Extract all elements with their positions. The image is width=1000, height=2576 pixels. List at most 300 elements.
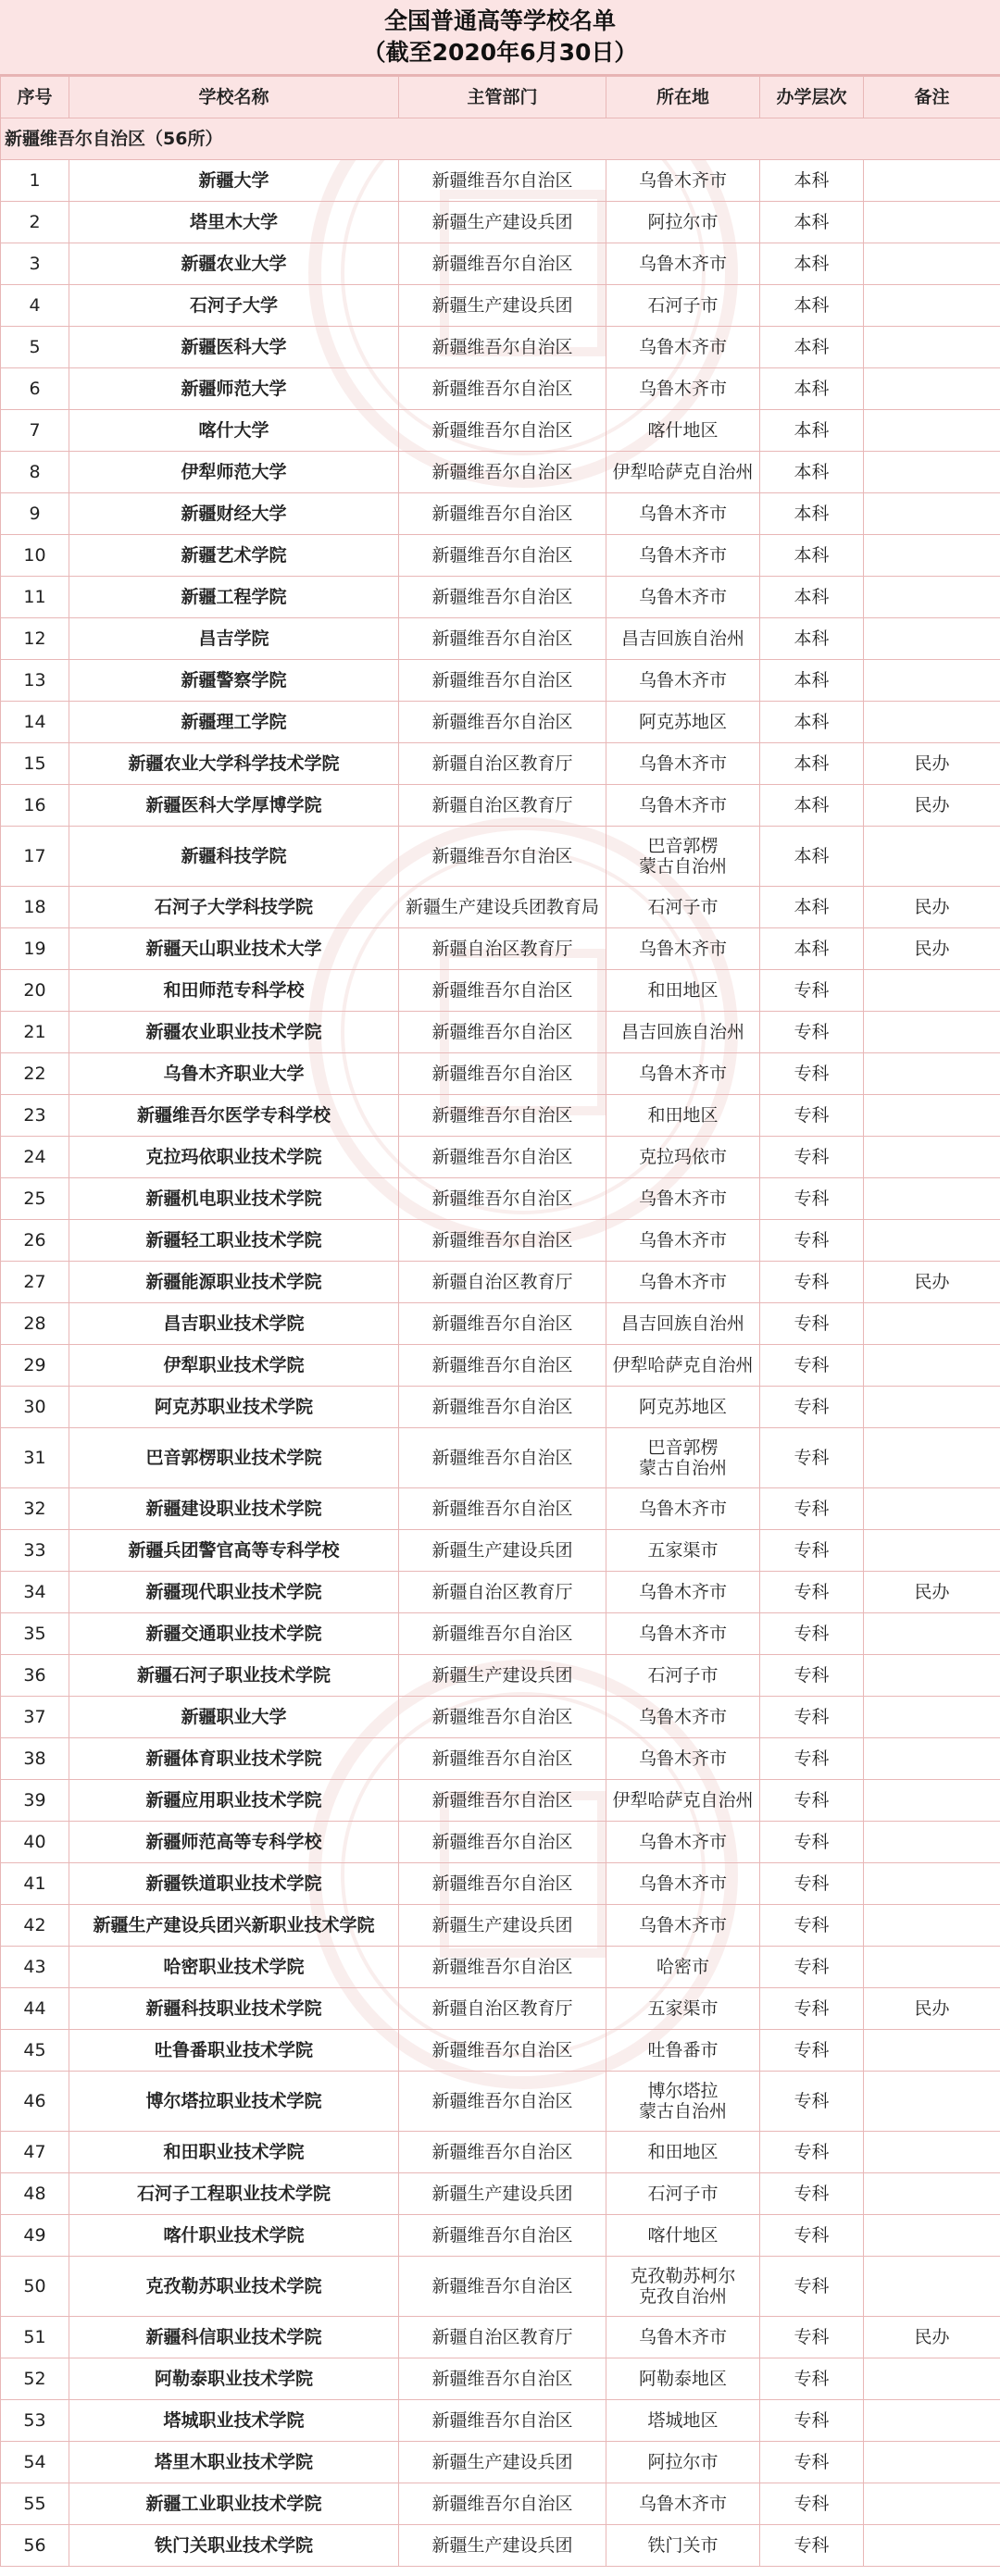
cell-no: 7: [1, 410, 69, 452]
cell-no: 54: [1, 2442, 69, 2483]
table-row: [1, 2257, 1000, 2317]
cell-note: [864, 1178, 1000, 1220]
cell-note: [864, 2400, 1000, 2442]
table-row: [1, 535, 1000, 577]
table-row: [1, 785, 1000, 827]
cell-level: 专科: [760, 2442, 864, 2483]
cell-department: 新疆维吾尔自治区: [399, 1345, 606, 1387]
cell-no: 13: [1, 660, 69, 702]
cell-location: 乌鲁木齐市: [606, 1822, 760, 1863]
title-main: 全国普通高等学校名单: [383, 7, 616, 34]
cell-school-name: 新疆维吾尔医学专科学校: [69, 1095, 399, 1137]
cell-note: [864, 2030, 1000, 2072]
cell-location: 伊犁哈萨克自治州: [606, 452, 760, 493]
cell-note: [864, 1655, 1000, 1697]
table-header-row: [1, 77, 1000, 118]
cell-no: 5: [1, 327, 69, 368]
cell-note: [864, 202, 1000, 243]
cell-note: [864, 702, 1000, 743]
cell-location: 昌吉回族自治州: [606, 1303, 760, 1345]
cell-location: 和田地区: [606, 970, 760, 1012]
cell-location: 阿拉尔市: [606, 202, 760, 243]
cell-department: 新疆维吾尔自治区: [399, 493, 606, 535]
cell-department: 新疆生产建设兵团: [399, 2442, 606, 2483]
cell-level: 专科: [760, 1697, 864, 1738]
cell-department: 新疆生产建设兵团: [399, 2173, 606, 2215]
table-row: [1, 1012, 1000, 1053]
cell-school-name: 新疆应用职业技术学院: [69, 1780, 399, 1822]
cell-no: 46: [1, 2072, 69, 2132]
table-row: [1, 577, 1000, 618]
cell-no: 1: [1, 160, 69, 202]
cell-location: 喀什地区: [606, 2215, 760, 2257]
cell-location: 乌鲁木齐市: [606, 535, 760, 577]
cell-note: [864, 493, 1000, 535]
cell-level: 专科: [760, 1178, 864, 1220]
table-row: [1, 493, 1000, 535]
schools-table: [0, 76, 1000, 2567]
cell-school-name: 新疆科技学院: [69, 827, 399, 887]
cell-level: 专科: [760, 1387, 864, 1428]
cell-department: 新疆维吾尔自治区: [399, 577, 606, 618]
cell-location: 石河子市: [606, 887, 760, 928]
cell-level: 专科: [760, 1428, 864, 1488]
cell-location: 乌鲁木齐市: [606, 577, 760, 618]
header-location: 所在地: [606, 77, 760, 118]
cell-no: 33: [1, 1530, 69, 1572]
cell-location: 乌鲁木齐市: [606, 1697, 760, 1738]
cell-no: 10: [1, 535, 69, 577]
cell-department: 新疆维吾尔自治区: [399, 618, 606, 660]
cell-school-name: 新疆农业职业技术学院: [69, 1012, 399, 1053]
cell-location: 克孜勒苏柯尔 克孜自治州: [606, 2257, 760, 2317]
cell-no: 20: [1, 970, 69, 1012]
table-row: [1, 452, 1000, 493]
cell-location: 乌鲁木齐市: [606, 1053, 760, 1095]
cell-location: 和田地区: [606, 1095, 760, 1137]
cell-note: 民办: [864, 2317, 1000, 2358]
cell-no: 48: [1, 2173, 69, 2215]
cell-department: 新疆自治区教育厅: [399, 785, 606, 827]
cell-department: 新疆维吾尔自治区: [399, 160, 606, 202]
cell-location: 乌鲁木齐市: [606, 160, 760, 202]
cell-no: 9: [1, 493, 69, 535]
cell-location: 阿勒泰地区: [606, 2358, 760, 2400]
cell-note: [864, 1095, 1000, 1137]
cell-no: 55: [1, 2483, 69, 2525]
cell-department: 新疆维吾尔自治区: [399, 970, 606, 1012]
cell-note: [864, 2442, 1000, 2483]
cell-level: 本科: [760, 410, 864, 452]
cell-no: 50: [1, 2257, 69, 2317]
cell-school-name: 新疆医科大学: [69, 327, 399, 368]
cell-no: 37: [1, 1697, 69, 1738]
cell-school-name: 塔里木大学: [69, 202, 399, 243]
cell-note: [864, 452, 1000, 493]
table-row: [1, 2317, 1000, 2358]
region-label: 新疆维吾尔自治区（56所）: [1, 118, 1000, 160]
cell-department: 新疆维吾尔自治区: [399, 2132, 606, 2173]
table-row: [1, 1988, 1000, 2030]
cell-level: 专科: [760, 970, 864, 1012]
cell-level: 本科: [760, 928, 864, 970]
cell-department: 新疆自治区教育厅: [399, 928, 606, 970]
cell-note: [864, 2257, 1000, 2317]
cell-note: [864, 2358, 1000, 2400]
cell-note: [864, 243, 1000, 285]
table-row: [1, 1822, 1000, 1863]
cell-level: 专科: [760, 1988, 864, 2030]
cell-no: 27: [1, 1262, 69, 1303]
table-row: [1, 2072, 1000, 2132]
cell-note: [864, 1387, 1000, 1428]
table-row: [1, 660, 1000, 702]
cell-no: 4: [1, 285, 69, 327]
cell-location: 伊犁哈萨克自治州: [606, 1780, 760, 1822]
cell-level: 专科: [760, 1095, 864, 1137]
cell-school-name: 新疆医科大学厚博学院: [69, 785, 399, 827]
header-department: 主管部门: [399, 77, 606, 118]
cell-location: 乌鲁木齐市: [606, 928, 760, 970]
cell-no: 23: [1, 1095, 69, 1137]
cell-level: 专科: [760, 2317, 864, 2358]
cell-note: [864, 160, 1000, 202]
cell-location: 阿克苏地区: [606, 702, 760, 743]
cell-school-name: 哈密职业技术学院: [69, 1947, 399, 1988]
cell-school-name: 新疆师范高等专科学校: [69, 1822, 399, 1863]
cell-school-name: 新疆农业大学: [69, 243, 399, 285]
cell-department: 新疆维吾尔自治区: [399, 1220, 606, 1262]
cell-level: 专科: [760, 2358, 864, 2400]
cell-location: 克拉玛依市: [606, 1137, 760, 1178]
cell-no: 28: [1, 1303, 69, 1345]
table-row: [1, 2358, 1000, 2400]
cell-note: 民办: [864, 1988, 1000, 2030]
cell-school-name: 新疆警察学院: [69, 660, 399, 702]
cell-department: 新疆生产建设兵团教育局: [399, 887, 606, 928]
header-school-name: 学校名称: [69, 77, 399, 118]
cell-note: [864, 1488, 1000, 1530]
cell-school-name: 新疆体育职业技术学院: [69, 1738, 399, 1780]
cell-school-name: 新疆机电职业技术学院: [69, 1178, 399, 1220]
cell-department: 新疆维吾尔自治区: [399, 1780, 606, 1822]
cell-school-name: 石河子大学: [69, 285, 399, 327]
cell-note: [864, 827, 1000, 887]
cell-location: 乌鲁木齐市: [606, 660, 760, 702]
cell-department: 新疆维吾尔自治区: [399, 1488, 606, 1530]
cell-school-name: 新疆轻工职业技术学院: [69, 1220, 399, 1262]
cell-school-name: 新疆兵团警官高等专科学校: [69, 1530, 399, 1572]
cell-no: 36: [1, 1655, 69, 1697]
table-row: [1, 887, 1000, 928]
cell-level: 专科: [760, 1822, 864, 1863]
cell-school-name: 新疆师范大学: [69, 368, 399, 410]
cell-school-name: 石河子大学科技学院: [69, 887, 399, 928]
cell-note: [864, 1697, 1000, 1738]
cell-department: 新疆生产建设兵团: [399, 285, 606, 327]
cell-department: 新疆维吾尔自治区: [399, 243, 606, 285]
cell-no: 3: [1, 243, 69, 285]
cell-school-name: 新疆大学: [69, 160, 399, 202]
cell-no: 47: [1, 2132, 69, 2173]
cell-location: 乌鲁木齐市: [606, 785, 760, 827]
cell-note: [864, 2132, 1000, 2173]
cell-department: 新疆自治区教育厅: [399, 743, 606, 785]
table-row: [1, 2030, 1000, 2072]
cell-school-name: 新疆科信职业技术学院: [69, 2317, 399, 2358]
cell-no: 30: [1, 1387, 69, 1428]
cell-school-name: 新疆建设职业技术学院: [69, 1488, 399, 1530]
cell-department: 新疆维吾尔自治区: [399, 1863, 606, 1905]
cell-no: 32: [1, 1488, 69, 1530]
cell-note: [864, 1137, 1000, 1178]
cell-school-name: 新疆天山职业技术大学: [69, 928, 399, 970]
cell-level: 专科: [760, 1220, 864, 1262]
cell-location: 哈密市: [606, 1947, 760, 1988]
cell-department: 新疆维吾尔自治区: [399, 368, 606, 410]
cell-school-name: 新疆职业大学: [69, 1697, 399, 1738]
cell-note: [864, 368, 1000, 410]
cell-school-name: 新疆工程学院: [69, 577, 399, 618]
cell-location: 和田地区: [606, 2132, 760, 2173]
cell-level: 本科: [760, 577, 864, 618]
cell-no: 12: [1, 618, 69, 660]
cell-location: 伊犁哈萨克自治州: [606, 1345, 760, 1387]
cell-note: [864, 2525, 1000, 2567]
cell-level: 本科: [760, 493, 864, 535]
cell-note: [864, 1822, 1000, 1863]
cell-department: 新疆维吾尔自治区: [399, 327, 606, 368]
cell-location: 乌鲁木齐市: [606, 743, 760, 785]
cell-school-name: 新疆石河子职业技术学院: [69, 1655, 399, 1697]
cell-level: 专科: [760, 1053, 864, 1095]
cell-no: 8: [1, 452, 69, 493]
cell-school-name: 新疆艺术学院: [69, 535, 399, 577]
cell-school-name: 克孜勒苏职业技术学院: [69, 2257, 399, 2317]
table-row: [1, 2132, 1000, 2173]
region-row: [1, 118, 1000, 160]
cell-school-name: 阿勒泰职业技术学院: [69, 2358, 399, 2400]
cell-note: 民办: [864, 1572, 1000, 1613]
table-row: [1, 1572, 1000, 1613]
cell-level: 专科: [760, 1947, 864, 1988]
cell-location: 石河子市: [606, 1655, 760, 1697]
cell-location: 乌鲁木齐市: [606, 1262, 760, 1303]
cell-no: 34: [1, 1572, 69, 1613]
cell-level: 专科: [760, 2173, 864, 2215]
cell-school-name: 新疆农业大学科学技术学院: [69, 743, 399, 785]
cell-location: 五家渠市: [606, 1530, 760, 1572]
cell-no: 45: [1, 2030, 69, 2072]
cell-note: [864, 660, 1000, 702]
cell-location: 石河子市: [606, 285, 760, 327]
table-row: [1, 1905, 1000, 1947]
cell-department: 新疆维吾尔自治区: [399, 1012, 606, 1053]
header-note: 备注: [864, 77, 1000, 118]
cell-location: 乌鲁木齐市: [606, 1863, 760, 1905]
cell-school-name: 新疆科技职业技术学院: [69, 1988, 399, 2030]
cell-level: 专科: [760, 2400, 864, 2442]
table-row: [1, 1387, 1000, 1428]
cell-level: 本科: [760, 285, 864, 327]
table-row: [1, 243, 1000, 285]
cell-no: 11: [1, 577, 69, 618]
cell-level: 专科: [760, 1137, 864, 1178]
cell-department: 新疆维吾尔自治区: [399, 702, 606, 743]
cell-department: 新疆生产建设兵团: [399, 1905, 606, 1947]
cell-school-name: 巴音郭楞职业技术学院: [69, 1428, 399, 1488]
cell-no: 17: [1, 827, 69, 887]
cell-level: 专科: [760, 1303, 864, 1345]
cell-school-name: 昌吉学院: [69, 618, 399, 660]
cell-note: [864, 410, 1000, 452]
cell-level: 专科: [760, 1572, 864, 1613]
cell-location: 乌鲁木齐市: [606, 1488, 760, 1530]
cell-note: [864, 1345, 1000, 1387]
cell-note: [864, 577, 1000, 618]
table-row: [1, 2173, 1000, 2215]
table-row: [1, 970, 1000, 1012]
cell-no: 31: [1, 1428, 69, 1488]
cell-department: 新疆维吾尔自治区: [399, 1697, 606, 1738]
cell-department: 新疆维吾尔自治区: [399, 1178, 606, 1220]
cell-department: 新疆维吾尔自治区: [399, 1947, 606, 1988]
cell-no: 41: [1, 1863, 69, 1905]
cell-no: 25: [1, 1178, 69, 1220]
cell-level: 专科: [760, 1655, 864, 1697]
cell-level: 本科: [760, 618, 864, 660]
table-body: [1, 118, 1000, 2567]
cell-school-name: 新疆现代职业技术学院: [69, 1572, 399, 1613]
cell-level: 本科: [760, 785, 864, 827]
cell-no: 51: [1, 2317, 69, 2358]
cell-location: 巴音郭楞 蒙古自治州: [606, 1428, 760, 1488]
table-row: [1, 1947, 1000, 1988]
table-row: [1, 1303, 1000, 1345]
cell-level: 专科: [760, 2525, 864, 2567]
table-row: [1, 1095, 1000, 1137]
cell-note: [864, 2173, 1000, 2215]
cell-note: [864, 1738, 1000, 1780]
cell-level: 本科: [760, 887, 864, 928]
cell-department: 新疆维吾尔自治区: [399, 2072, 606, 2132]
cell-department: 新疆维吾尔自治区: [399, 1137, 606, 1178]
cell-department: 新疆维吾尔自治区: [399, 2483, 606, 2525]
cell-school-name: 新疆理工学院: [69, 702, 399, 743]
cell-note: [864, 1428, 1000, 1488]
table-row: [1, 1053, 1000, 1095]
cell-department: 新疆维吾尔自治区: [399, 535, 606, 577]
cell-note: 民办: [864, 785, 1000, 827]
table-row: [1, 702, 1000, 743]
cell-school-name: 吐鲁番职业技术学院: [69, 2030, 399, 2072]
cell-department: 新疆维吾尔自治区: [399, 1428, 606, 1488]
cell-note: 民办: [864, 1262, 1000, 1303]
cell-level: 专科: [760, 2132, 864, 2173]
table-row: [1, 1220, 1000, 1262]
cell-no: 15: [1, 743, 69, 785]
cell-school-name: 伊犁职业技术学院: [69, 1345, 399, 1387]
cell-location: 昌吉回族自治州: [606, 1012, 760, 1053]
cell-department: 新疆维吾尔自治区: [399, 1738, 606, 1780]
cell-department: 新疆维吾尔自治区: [399, 2400, 606, 2442]
cell-level: 专科: [760, 1863, 864, 1905]
cell-location: 博尔塔拉 蒙古自治州: [606, 2072, 760, 2132]
cell-school-name: 塔里木职业技术学院: [69, 2442, 399, 2483]
table-row: [1, 2525, 1000, 2567]
table-row: [1, 1697, 1000, 1738]
cell-note: [864, 327, 1000, 368]
table-row: [1, 827, 1000, 887]
cell-note: [864, 1220, 1000, 1262]
cell-level: 专科: [760, 1613, 864, 1655]
cell-location: 乌鲁木齐市: [606, 1738, 760, 1780]
cell-level: 专科: [760, 1530, 864, 1572]
cell-note: [864, 970, 1000, 1012]
cell-level: 专科: [760, 2030, 864, 2072]
cell-no: 52: [1, 2358, 69, 2400]
table-row: [1, 368, 1000, 410]
cell-note: [864, 1780, 1000, 1822]
cell-department: 新疆维吾尔自治区: [399, 452, 606, 493]
cell-department: 新疆自治区教育厅: [399, 1262, 606, 1303]
cell-note: [864, 2215, 1000, 2257]
cell-location: 昌吉回族自治州: [606, 618, 760, 660]
table-row: [1, 202, 1000, 243]
cell-school-name: 博尔塔拉职业技术学院: [69, 2072, 399, 2132]
cell-note: [864, 535, 1000, 577]
cell-note: 民办: [864, 743, 1000, 785]
cell-location: 乌鲁木齐市: [606, 327, 760, 368]
table-row: [1, 1137, 1000, 1178]
cell-location: 乌鲁木齐市: [606, 1572, 760, 1613]
table-row: [1, 618, 1000, 660]
cell-location: 乌鲁木齐市: [606, 243, 760, 285]
cell-school-name: 塔城职业技术学院: [69, 2400, 399, 2442]
cell-level: 本科: [760, 160, 864, 202]
cell-no: 26: [1, 1220, 69, 1262]
cell-level: 专科: [760, 2257, 864, 2317]
cell-location: 乌鲁木齐市: [606, 1613, 760, 1655]
cell-note: [864, 1863, 1000, 1905]
cell-department: 新疆维吾尔自治区: [399, 827, 606, 887]
cell-no: 49: [1, 2215, 69, 2257]
cell-department: 新疆生产建设兵团: [399, 1530, 606, 1572]
table-row: [1, 2215, 1000, 2257]
cell-location: 吐鲁番市: [606, 2030, 760, 2072]
cell-location: 乌鲁木齐市: [606, 1905, 760, 1947]
cell-department: 新疆维吾尔自治区: [399, 2215, 606, 2257]
cell-no: 40: [1, 1822, 69, 1863]
cell-level: 本科: [760, 327, 864, 368]
cell-no: 19: [1, 928, 69, 970]
cell-no: 42: [1, 1905, 69, 1947]
table-row: [1, 1488, 1000, 1530]
cell-no: 56: [1, 2525, 69, 2567]
cell-no: 39: [1, 1780, 69, 1822]
cell-location: 五家渠市: [606, 1988, 760, 2030]
cell-department: 新疆维吾尔自治区: [399, 410, 606, 452]
table-row: [1, 2442, 1000, 2483]
cell-note: [864, 1613, 1000, 1655]
cell-level: 专科: [760, 2483, 864, 2525]
table-row: [1, 285, 1000, 327]
table-row: [1, 743, 1000, 785]
cell-no: 21: [1, 1012, 69, 1053]
table-row: [1, 327, 1000, 368]
cell-level: 本科: [760, 702, 864, 743]
table-row: [1, 1262, 1000, 1303]
